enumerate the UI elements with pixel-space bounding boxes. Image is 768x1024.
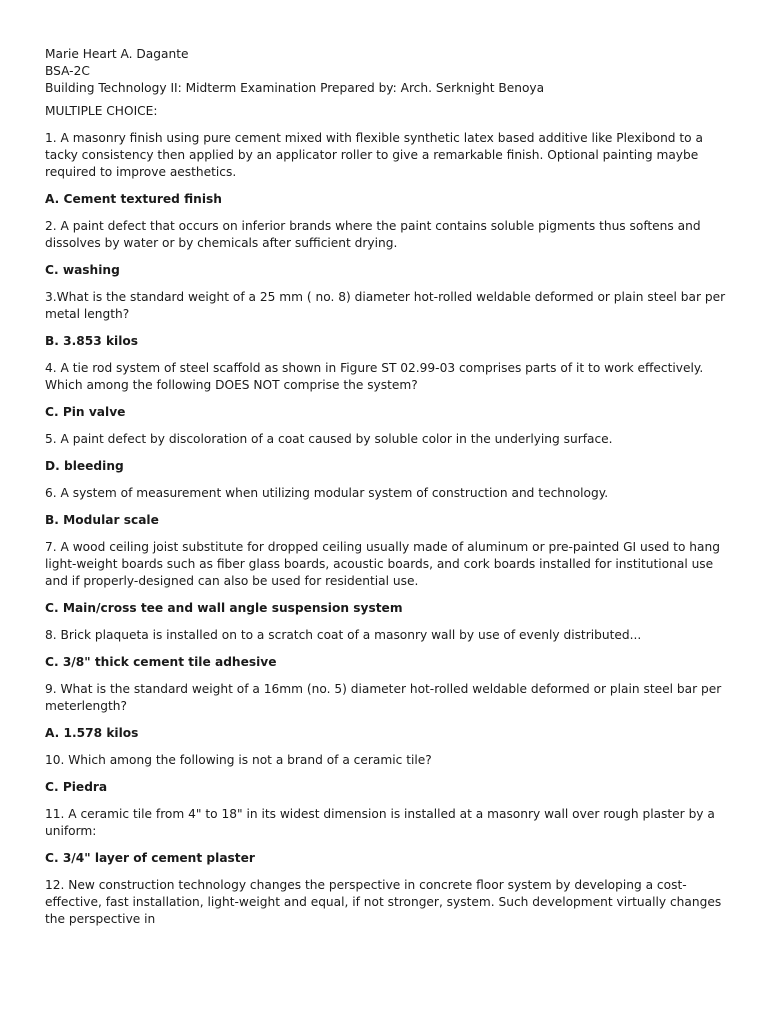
question-item-3: [45, 289, 735, 350]
question-item-9: [45, 681, 735, 742]
exam-title: Building Technology II: Midterm Examination Prepared by: Arch. Serknight Benoya: [45, 81, 545, 95]
answer-text: B. Modular scale: [45, 513, 159, 527]
question-text: 9. What is the standard weight of a 16mm (no. 5) diameter hot-rolled weldable deformed or plain steel bar per meterlength?: [45, 682, 722, 713]
section-title: MULTIPLE CHOICE:: [45, 104, 158, 118]
question-item-7: [45, 539, 735, 617]
answer-text: A. Cement textured finish: [45, 192, 222, 206]
question-item-2: [45, 218, 735, 279]
answer-text: C. 3/4" layer of cement plaster: [45, 851, 255, 865]
student-name: Marie Heart A. Dagante: [45, 47, 189, 61]
question-text: 11. A ceramic tile from 4" to 18" in its widest dimension is installed at a masonry wall over rough plaster by a uniform:: [45, 807, 715, 838]
question-text: 4. A tie rod system of steel scaffold as shown in Figure ST 02.99-03 comprises parts of it to work effectively. Which among the following DOES NOT comprise the system?: [45, 361, 704, 392]
answer-text: C. 3/8" thick cement tile adhesive: [45, 655, 277, 669]
question-item-12: [45, 877, 735, 928]
question-text: 10. Which among the following is not a brand of a ceramic tile?: [45, 753, 432, 767]
exam-document: [45, 46, 735, 928]
question-text: 5. A paint defect by discoloration of a coat caused by soluble color in the underlying surface.: [45, 432, 613, 446]
question-item-6: [45, 485, 735, 529]
answer-text: C. Piedra: [45, 780, 108, 794]
answer-text: C. Pin valve: [45, 405, 126, 419]
question-text: 8. Brick plaqueta is installed on to a scratch coat of a masonry wall by use of evenly distributed...: [45, 628, 642, 642]
question-item-1: [45, 130, 735, 208]
answer-text: C. Main/cross tee and wall angle suspension system: [45, 601, 403, 615]
question-item-4: [45, 360, 735, 421]
question-text: 2. A paint defect that occurs on inferior brands where the paint contains soluble pigments thus softens and dissolves by water or by chemicals after sufficient drying.: [45, 219, 701, 250]
answer-text: C. washing: [45, 263, 120, 277]
answer-text: B. 3.853 kilos: [45, 334, 139, 348]
question-item-5: [45, 431, 735, 475]
question-item-10: [45, 752, 735, 796]
question-text: 7. A wood ceiling joist substitute for dropped ceiling usually made of aluminum or pre-painted GI used to hang light-weight boards such as fiber glass boards, acoustic boards, and cork boards installed for institutional use and if properly-designed can also be used for residential use.: [45, 540, 720, 588]
student-section: BSA-2C: [45, 64, 90, 78]
answer-text: A. 1.578 kilos: [45, 726, 139, 740]
question-text: 1. A masonry finish using pure cement mixed with flexible synthetic latex based additive like Plexibond to a tacky consistency then applied by an applicator roller to give a remarkable finish. Optional painting maybe required to improve aesthetics.: [45, 131, 703, 179]
question-item-8: [45, 627, 735, 671]
question-item-11: [45, 806, 735, 867]
answer-text: D. bleeding: [45, 459, 124, 473]
question-text: 3.What is the standard weight of a 25 mm ( no. 8) diameter hot-rolled weldable deformed or plain steel bar per metal length?: [45, 290, 726, 321]
question-text: 6. A system of measurement when utilizing modular system of construction and technology.: [45, 486, 609, 500]
question-text: 12. New construction technology changes the perspective in concrete floor system by developing a cost-effective, fast installation, light-weight and equal, if not stronger, system. Such development virtually changes the perspective in: [45, 878, 722, 926]
